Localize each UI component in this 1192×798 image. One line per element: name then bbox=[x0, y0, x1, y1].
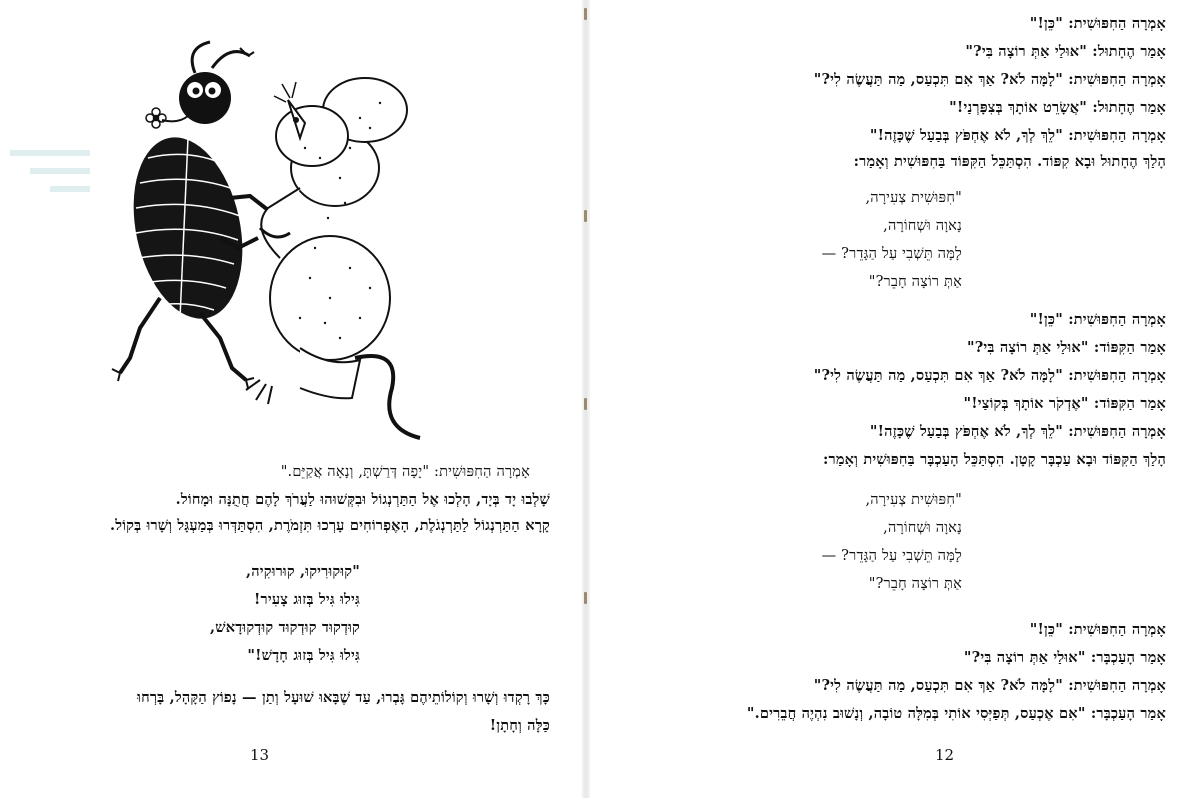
text-line: אָמְרָה הַחִפּוּשִׁית: "לָמָּה לֹא? אַךְ אִם תִּכְעַס, מַה תַּעֲשֶׂה לִי?" bbox=[813, 677, 1166, 694]
bleed-through-smudge bbox=[0, 140, 100, 220]
text-line: אָמַר הֶחָתוּל: "אוּלַי אַתְּ רוֹצָה בִּי?" bbox=[965, 43, 1166, 60]
poem-line: לָמָּה תֵּשְׁבִי עַל הַגָּדֵר? — bbox=[821, 246, 962, 262]
text-line: אָמַר הַקִּפּוֹד: "אֶדְקֹר אוֹתָךְ בְּקוֹצַי!" bbox=[963, 395, 1166, 412]
text-line: אָמְרָה הַחִפּוּשִׁית: "יָפָה דְּרַשְׁתָּ, וְנָאָה אֲקַיֵּם." bbox=[280, 464, 530, 480]
text-line: אָמְרָה הַחִפּוּשִׁית: "כֵּן!" bbox=[1029, 621, 1166, 638]
poem-line: לָמָּה תֵּשְׁבִי עַל הַגָּדֵר? — bbox=[821, 548, 962, 564]
text-line: הָלַךְ הַקִּפּוֹד וּבָא עַכְבָּר קָטָן. הִסְתַּכֵּל הָעַכְבָּר בַּחִפּוּשִׁית וְאָמַר: bbox=[823, 451, 1166, 468]
poem-line: "חִפּוּשִׁית צְעִירָה, bbox=[865, 492, 962, 508]
page-number: 12 bbox=[935, 746, 955, 764]
text-line: אָמְרָה הַחִפּוּשִׁית: "לָמָּה לֹא? אַךְ אִם תִּכְעַס, מַה תַּעֲשֶׂה לִי?" bbox=[813, 367, 1166, 384]
text-line: אָמְרָה הַחִפּוּשִׁית: "לָמָּה לֹא? אַךְ אִם תִּכְעַס, מַה תַּעֲשֶׂה לִי?" bbox=[813, 71, 1166, 88]
poem-line: אַתְּ רוֹצָה חָבֵר?" bbox=[868, 274, 962, 290]
song-line: גִּילוּ גִּיל בְּזוּג חָדָשׁ!" bbox=[247, 647, 360, 664]
text-line: אָמַר הָעַכְבָּר: "אִם אֶכְעַס, תְּפַיְּסִי אוֹתִי בְּמִלָּה טוֹבָה, וְנָשׁוּב נִהְיֶה חֲבֵרִים." bbox=[746, 705, 1166, 722]
text-line: אָמְרָה הַחִפּוּשִׁית: "כֵּן!" bbox=[1029, 15, 1166, 32]
poem-line: נָאוָה וּשְׁחוֹרָה, bbox=[883, 520, 962, 536]
song-line: קוּדְקוּד קוּדְקוּד קוּדְקוּדָאשׁ, bbox=[210, 619, 360, 636]
text-line: אָמַר הֶחָתוּל: "אֲשָׂרֵט אוֹתָךְ בְּצִפָּרְנַי!" bbox=[949, 99, 1166, 116]
text-line: כַּלָּה וְחָתָן! bbox=[489, 717, 550, 734]
text-line: שָׁלְבוּ יָד בְּיָד, הָלְכוּ אֶל הַתַּרְנְגוֹל וּבִקְּשׁוּהוּ לַעֲרֹךְ לָהֶם חֲתֻנָּה וּמָחוֹל. bbox=[175, 491, 550, 508]
text-line: אָמְרָה הַחִפּוּשִׁית: "לֵךְ לְךָ, לֹא אֶחְפֹּץ בְּבַעַל שֶׁכָּזֶה!" bbox=[869, 423, 1166, 440]
text-line: אָמְרָה הַחִפּוּשִׁית: "כֵּן!" bbox=[1029, 311, 1166, 328]
text-line: אָמְרָה הַחִפּוּשִׁית: "לֵךְ לְךָ, לֹא אֶחְפֹּץ בְּבַעַל שֶׁכָּזֶה!" bbox=[869, 127, 1166, 144]
left-page bbox=[0, 0, 590, 798]
song-line: "קוּקוּרִיקוּ, קוּרוּקִיה, bbox=[245, 563, 360, 580]
text-line: כָּךְ רָקְדוּ וְשָׁרוּ וְקוֹלוֹתֵיהֶם גָּבְרוּ, עַד שֶׁבָּאוּ שׁוּעָל וְתַן — נָפוֹץ הַקָּהָל, בָּרְחוּ bbox=[137, 689, 550, 706]
text-line: הָלַךְ הֶחָתוּל וּבָא קִפּוֹד. הִסְתַּכֵּל הַקִּפּוֹד בַּחִפּוּשִׁית וְאָמַר: bbox=[853, 153, 1166, 170]
text-line: אָמַר הַקִּפּוֹד: "אוּלַי אַתְּ רוֹצָה בִּי?" bbox=[966, 339, 1166, 356]
poem-line: אַתְּ רוֹצָה חָבֵר?" bbox=[868, 576, 962, 592]
right-page bbox=[590, 0, 1192, 798]
page-number: 13 bbox=[250, 746, 270, 764]
beetle-and-mouse-illustration bbox=[100, 28, 440, 448]
poem-line: "חִפּוּשִׁית צְעִירָה, bbox=[865, 190, 962, 206]
text-line: אָמַר הָעַכְבָּר: "אוּלַי אַתְּ רוֹצָה בִּי?" bbox=[963, 649, 1166, 666]
poem-line: נָאוָה וּשְׁחוֹרָה, bbox=[883, 218, 962, 234]
text-line: קָרָא הַתַּרְנְגוֹל לַתַּרְנְגֹלֶת, הָאֶפְרוֹחִים עָרְכוּ תִּזְמֹרֶת, הִסְתַּדְּרוּ בְּמַעְגָּל וְשָׁרוּ בְּקוֹל. bbox=[110, 517, 550, 534]
song-line: גִּילוּ גִּיל בְּזוּג צָעִיר! bbox=[253, 591, 360, 608]
